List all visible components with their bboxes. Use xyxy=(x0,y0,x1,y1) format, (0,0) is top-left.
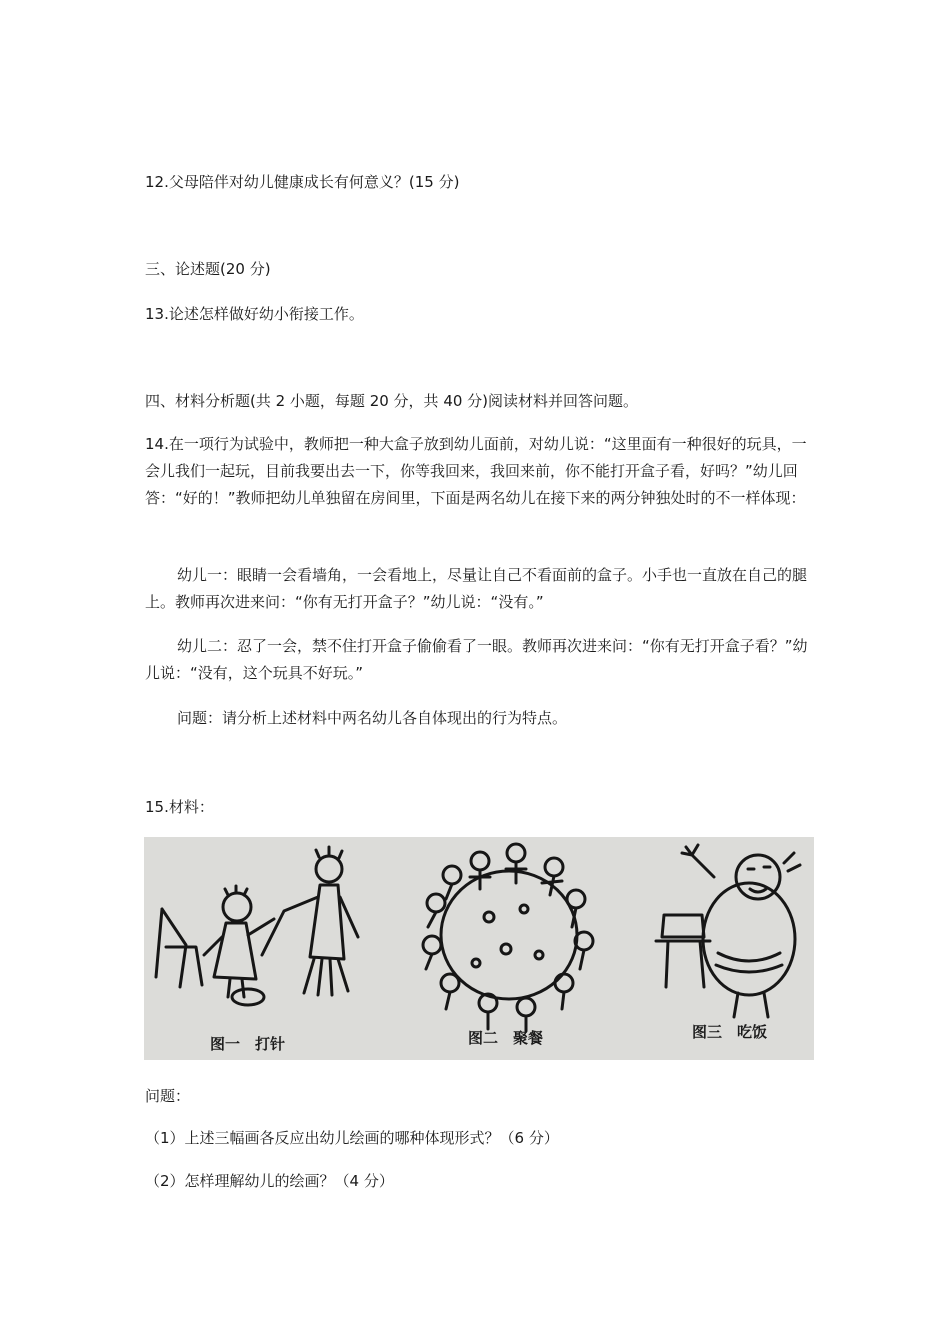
children-drawings-illustration xyxy=(144,837,814,1060)
question-15-subquestion-1: （1）上述三幅画各反应出幼儿绘画的哪种体现形式？（6 分） xyxy=(145,1129,559,1147)
caption-figure-2: 图二 聚餐 xyxy=(468,1029,544,1047)
drawing-dinner-party xyxy=(423,844,593,1031)
question-12: 12.父母陪伴对幼儿健康成长有何意义？(15 分) xyxy=(145,173,460,191)
question-15-prompt-label: 问题： xyxy=(145,1087,191,1105)
children-drawings-figure xyxy=(144,837,814,1060)
question-14-intro: 14.在一项行为试验中，教师把一种大盒子放到幼儿面前，对幼儿说：“这里面有一种很好的玩具，一会儿我们一起玩，目前我要出去一下，你等我回来，我回来前，你不能打开盒子看，好吗？”幼儿回答：“好的！”教师把幼儿单独留在房间里，下面是两名幼儿在接下来的两分钟独处时的不一样体现： xyxy=(145,435,807,507)
drawing-injection xyxy=(156,847,358,1005)
question-15-label: 15.材料： xyxy=(145,798,214,816)
caption-figure-1: 图一 打针 xyxy=(210,1035,286,1053)
question-14-prompt: 问题：请分析上述材料中两名幼儿各自体现出的行为特点。 xyxy=(177,709,568,727)
question-14-child-1: 幼儿一：眼睛一会看墙角，一会看地上，尽量让自己不看面前的盒子。小手也一直放在自己的腿上。教师再次进来问：“你有无打开盒子？”幼儿说：“没有。” xyxy=(145,566,808,611)
question-14-child-2: 幼儿二：忍了一会，禁不住打开盒子偷偷看了一眼。教师再次进来问：“你有无打开盒子看？”幼儿说：“没有，这个玩具不好玩。” xyxy=(145,637,808,682)
question-13: 13.论述怎样做好幼小衔接工作。 xyxy=(145,305,364,323)
caption-figure-3: 图三 吃饭 xyxy=(692,1023,768,1041)
section-4-heading: 四、材料分析题(共 2 小题，每题 20 分，共 40 分)阅读材料并回答问题。 xyxy=(145,392,639,410)
drawing-eating xyxy=(656,845,800,1017)
section-3-heading: 三、论述题(20 分) xyxy=(145,260,271,278)
question-15-subquestion-2: （2）怎样理解幼儿的绘画？（4 分） xyxy=(145,1172,394,1190)
